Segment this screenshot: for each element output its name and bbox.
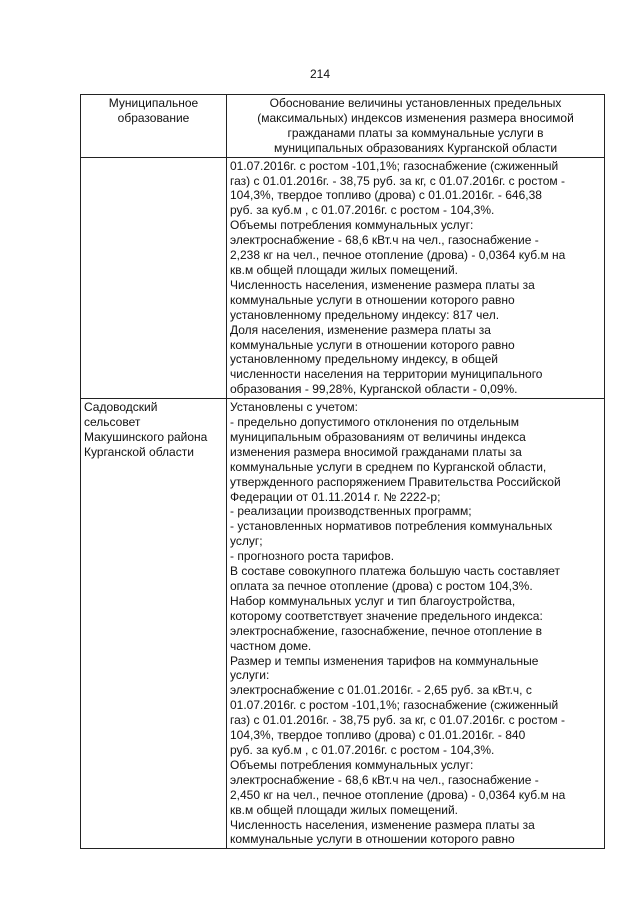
justification-text-line: услуг; — [230, 534, 263, 549]
justification-text-line: Федерации от 01.11.2014 г. № 2222-р; — [230, 489, 441, 504]
justification-text-line: - предельно допустимого отклонения по отдельным — [230, 415, 519, 430]
municipality-cell — [81, 157, 227, 399]
table-header-row — [81, 95, 605, 158]
justification-text-line: 01.07.2016г. с ростом -101,1%; газоснабжение (сжиженный — [230, 698, 559, 713]
justification-cell — [227, 399, 605, 849]
header-text-line: образование — [117, 110, 190, 125]
table-body — [81, 157, 605, 849]
justification-text-line: изменения размера вносимой гражданами платы за — [230, 444, 522, 459]
justification-text-line: - реализации производственных программ; — [230, 504, 472, 519]
header-municipality — [81, 95, 227, 158]
justification-text-line: услуги: — [230, 668, 270, 683]
justification-text-line: электроснабжение, газоснабжение, печное отопление в — [230, 623, 542, 638]
municipality-cell — [81, 399, 227, 849]
municipality-text-line: Курганской области — [84, 444, 194, 459]
justification-text-line: Численность населения, изменение размера платы за — [230, 817, 535, 832]
table-row — [81, 157, 605, 399]
justification-text-line: Набор коммунальных услуг и тип благоустройства, — [230, 593, 516, 608]
municipality-text-line: сельсовет — [84, 415, 141, 430]
justification-text-line: которому соответствует значение предельного индекса: — [230, 608, 543, 623]
justification-text-line: Объемы потребления коммунальных услуг: — [230, 218, 474, 233]
justification-text-line: электроснабжение с 01.01.2016г. - 2,65 руб. за кВт.ч, с — [230, 683, 532, 698]
justification-text-line: установленному предельному индексу, в общей — [230, 352, 498, 367]
justification-text-line: руб. за куб.м , с 01.07.2016г. с ростом - 104,3%. — [230, 203, 495, 218]
justification-text-line: - установленных нормативов потребления коммунальных — [230, 519, 553, 534]
justification-text-line: 104,3%, твердое топливо (дрова) с 01.01.2016г. - 840 — [230, 728, 526, 743]
header-text-line: гражданами платы за коммунальные услуги в — [287, 125, 544, 140]
justification-text-line: численности населения на территории муниципального — [230, 367, 543, 382]
justification-text-line: - прогнозного роста тарифов. — [230, 549, 395, 564]
page-number: 214 — [309, 67, 331, 81]
justification-text-line: электроснабжение - 68,6 кВт.ч на чел., газоснабжение - — [230, 233, 539, 248]
justification-text-line: Размер и темпы изменения тарифов на коммунальные — [230, 653, 539, 668]
header-text-line: Обоснование величины установленных предельных — [269, 96, 562, 110]
justification-text-line: частном доме. — [230, 638, 312, 653]
justification-text-line: электроснабжение - 68,6 кВт.ч на чел., газоснабжение - — [230, 772, 539, 787]
header-text-line: (максимальных) индексов изменения размера вносимой — [257, 110, 574, 125]
justification-text-line: 2,450 кг на чел., печное отопление (дрова) - 0,0364 куб.м на — [230, 787, 566, 802]
justification-text-line: 104,3%, твердое топливо (дрова) с 01.01.2016г. - 646,38 — [230, 188, 542, 203]
justification-text-line: муниципальным образованиям от величины индекса — [230, 429, 526, 444]
justification-table — [80, 94, 605, 849]
justification-text-line: коммунальные услуги в отношении которого равно — [230, 292, 515, 307]
justification-cell — [227, 157, 605, 399]
justification-text-line: утвержденного распоряжением Правительства Российской — [230, 474, 561, 489]
municipality-text-line: Садоводский — [84, 400, 158, 415]
justification-text-line: кв.м общей площади жилых помещений. — [230, 802, 458, 817]
justification-text-line: образования - 99,28%, Курганской области - 0,09%. — [230, 382, 518, 397]
justification-text-line: коммунальные услуги в отношении которого равно — [230, 337, 515, 352]
justification-text-line: 2,238 кг на чел., печное отопление (дрова) - 0,0364 куб.м на — [230, 248, 566, 263]
header-text-line: Муниципальное — [108, 96, 199, 110]
justification-text-line: Установлены с учетом: — [230, 400, 358, 415]
justification-text-line: Объемы потребления коммунальных услуг: — [230, 757, 474, 772]
table-row — [81, 399, 605, 849]
justification-text-line: установленному предельному индексу: 817 чел. — [230, 307, 500, 322]
justification-text-line: коммунальные услуги в отношении которого равно — [230, 832, 515, 847]
justification-text-line: В составе совокупного платежа большую часть составляет — [230, 564, 561, 579]
justification-text-line: 01.07.2016г. с ростом -101,1%; газоснабжение (сжиженный — [230, 158, 559, 173]
justification-text-line: руб. за куб.м , с 01.07.2016г. с ростом - 104,3%. — [230, 742, 495, 757]
justification-text-line: кв.м общей площади жилых помещений. — [230, 262, 458, 277]
header-justification — [227, 95, 605, 158]
justification-text-line: коммунальные услуги в среднем по Курганской области, — [230, 459, 547, 474]
municipality-text-line: Макушинского района — [84, 429, 208, 444]
justification-text-line: Доля населения, изменение размера платы за — [230, 322, 491, 337]
header-text-line: муниципальных образованиях Курганской области — [273, 140, 558, 155]
justification-text-line: Численность населения, изменение размера платы за — [230, 277, 535, 292]
justification-text-line: оплата за печное отопление (дрова) с ростом 104,3%. — [230, 579, 533, 593]
justification-text-line: газ) с 01.01.2016г. - 38,75 руб. за кг, с 01.07.2016г. с ростом - — [230, 713, 565, 728]
justification-text-line: газ) с 01.01.2016г. - 38,75 руб. за кг, с 01.07.2016г. с ростом - — [230, 173, 565, 188]
